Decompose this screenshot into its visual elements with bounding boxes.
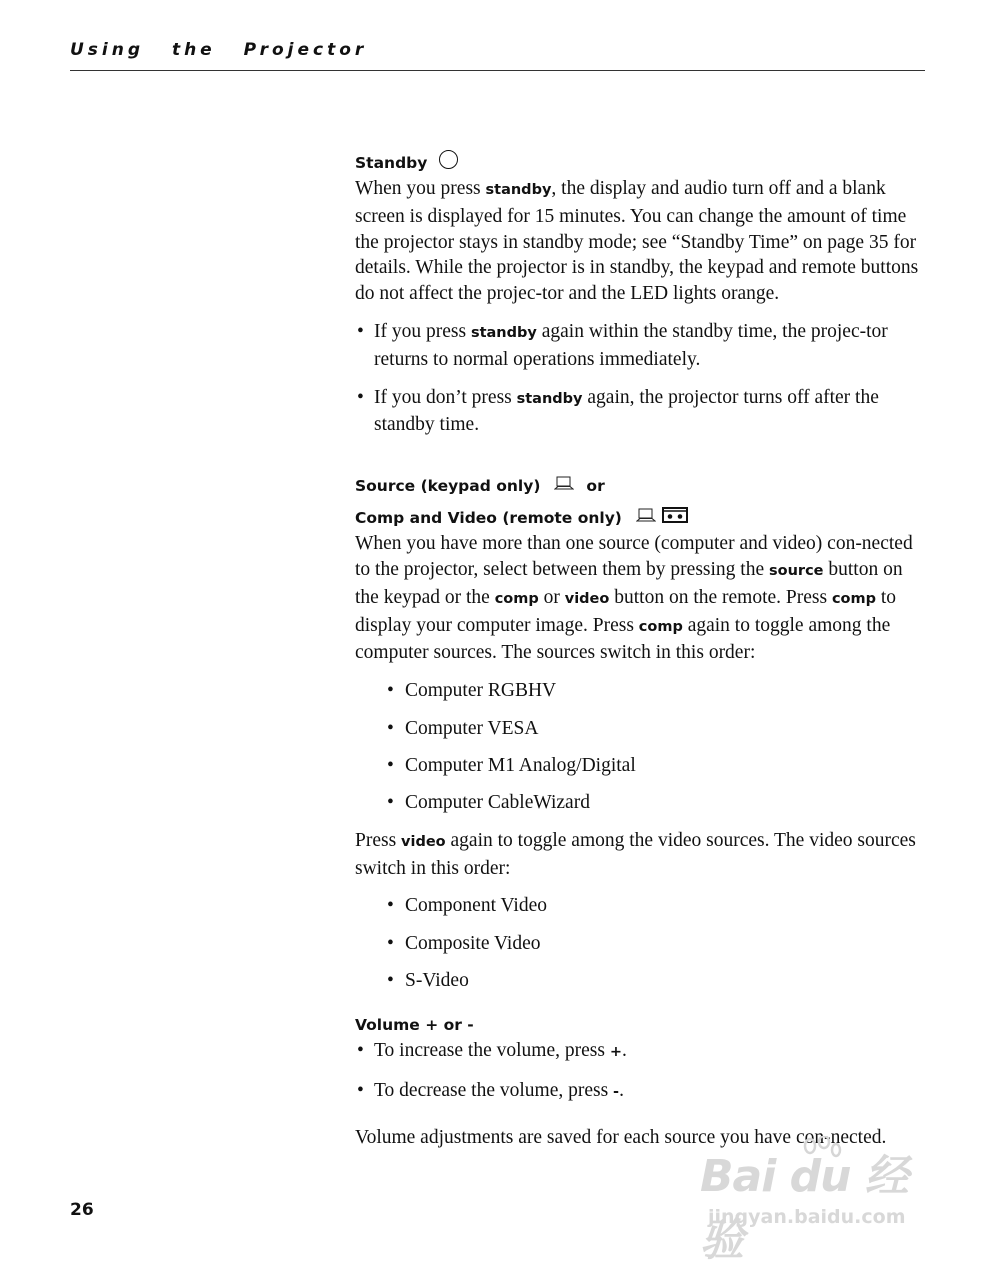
or-text: or: [586, 477, 605, 496]
keyword: video: [564, 590, 610, 607]
volume-note: Volume adjustments are saved for each source you have con-nected.: [355, 1127, 887, 1149]
source-heading-text: Source (keypad only): [355, 477, 541, 496]
computer-icon: [636, 505, 656, 531]
standby-heading: [355, 150, 925, 176]
list-item: • Computer M1 Analog/Digital: [355, 753, 925, 779]
comp-video-heading: [355, 505, 925, 531]
standby-bullets: [355, 319, 925, 438]
computer-icon: [554, 473, 574, 499]
paw-icon: [800, 1136, 844, 1180]
keyword: comp: [831, 590, 876, 607]
video-sources-list: [355, 893, 925, 994]
header-word: the: [171, 40, 216, 60]
list-item: • Composite Video: [355, 931, 925, 957]
keyword: video: [401, 833, 446, 850]
list-item: • If you press standby again within the standby time, the projec-tor returns to normal operations immediately.: [355, 319, 925, 373]
standby-heading-text: Standby: [355, 154, 428, 172]
video-paragraph: Press video again to toggle among the video sources. The video sources switch in this order:: [355, 829, 916, 879]
keyword: comp: [494, 590, 539, 607]
standby-paragraph: When you press standby, the display and audio turn off and a blank screen is displayed for 15 minutes. You can change the amount of time the projector stays in standby mode; see “Standby Time” on page 35 for details. While the projector is in standby, the keypad and remote buttons do not affect the projec-tor and the LED lights orange.: [355, 178, 919, 305]
header-word: Using: [70, 40, 145, 60]
list-item: • S-Video: [355, 968, 925, 994]
keyword: standby: [470, 324, 537, 341]
list-item: • To decrease the volume, press -.: [355, 1078, 925, 1106]
list-item: • Computer VESA: [355, 716, 925, 742]
keyword: standby: [516, 390, 583, 407]
page-content: [355, 150, 925, 1151]
power-circle-icon: [439, 150, 458, 169]
watermark-logo-text: Bai du 经验: [700, 1151, 908, 1266]
watermark-url: jingyan.baidu.com: [708, 1206, 906, 1228]
list-item: • Component Video: [355, 893, 925, 919]
keyword: comp: [638, 618, 683, 635]
video-icon: [662, 505, 688, 531]
list-item: • Computer CableWizard: [355, 790, 925, 816]
list-item: • Computer RGBHV: [355, 678, 925, 704]
page-number: 26: [70, 1200, 94, 1220]
keyword: standby: [485, 182, 552, 198]
volume-bullets: [355, 1038, 925, 1106]
list-item: • If you don’t press standby again, the projector turns off after the standby time.: [355, 385, 925, 439]
keyword: -: [613, 1083, 620, 1100]
volume-heading-text: Volume + or -: [355, 1015, 474, 1034]
keyword: source: [769, 562, 824, 579]
source-paragraph: When you have more than one source (computer and video) con-nected to the projector, select between them by pressing the source button on the keypad or the comp or video button on the remote. Press comp to display your computer image. Press comp again to toggle among the computer sources. The sources switch in this order:: [355, 533, 913, 664]
keyword: +: [609, 1043, 622, 1060]
computer-sources-list: [355, 678, 925, 816]
watermark: [700, 1140, 940, 1266]
volume-heading: [355, 1012, 925, 1038]
list-item: • To increase the volume, press +.: [355, 1038, 925, 1066]
source-heading: [355, 473, 925, 499]
running-header: [70, 40, 925, 60]
comp-video-heading-text: Comp and Video (remote only): [355, 509, 622, 528]
header-word: Projector: [243, 40, 368, 60]
header-rule: [70, 70, 925, 71]
